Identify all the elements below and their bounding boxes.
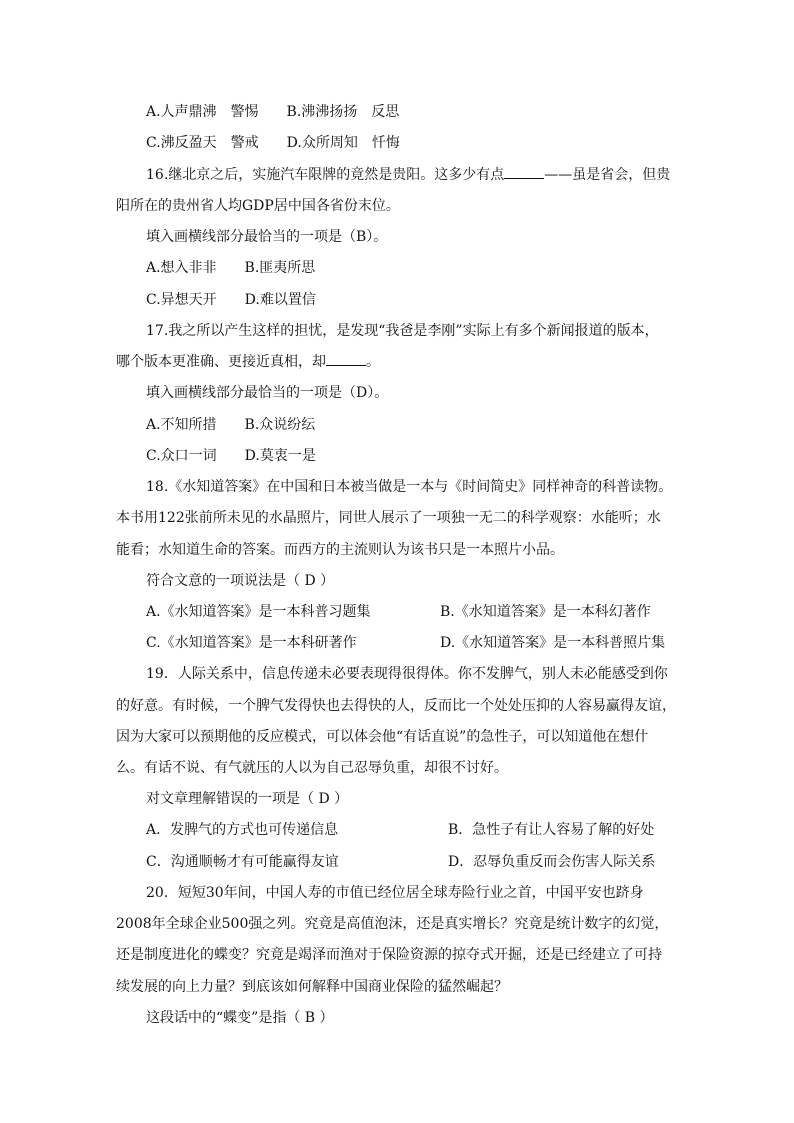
- question-16-options-row-1: A.想入非非 B.匪夷所思: [146, 260, 316, 276]
- question-17-line-1: 17.我之所以产生这样的担忧，是发现“我爸是李刚”实际上有多个新闻报道的版本，: [146, 323, 659, 339]
- option-line: C.沸反盈天 警戒 D.众所周知 忏悔: [146, 135, 400, 151]
- question-17-options-row-1: A.不知所措 B.众说纷纭: [146, 417, 316, 433]
- question-16-line-2: 阳所在的贵州省人均GDP居中国各省份末位。: [116, 198, 400, 214]
- question-20-line-4: 续发展的向上力量？到底该如何解释中国商业保险的猛然崛起？: [116, 979, 508, 995]
- question-19-prompt: 对文章理解错误的一项是（ D ）: [146, 791, 349, 807]
- question-19-line-4: 么。有话不说、有气就压的人以为自己忍辱负重，却很不讨好。: [116, 760, 508, 776]
- question-18-prompt: 符合文意的一项说法是（ D ）: [146, 573, 335, 589]
- question-20-line-1: 20．短短30年间，中国人寿的市值已经位居全球寿险行业之首，中国平安也跻身: [146, 885, 644, 901]
- question-17-options-row-2: C.众口一词 D.莫衷一是: [146, 448, 316, 464]
- question-19-line-3: 因为大家可以预期他的反应模式，可以体会他“有话直说”的急性子，可以知道他在想什: [116, 729, 649, 745]
- question-16-prompt: 填入画横线部分最恰当的一项是（B）。: [146, 229, 388, 245]
- question-20-line-3: 还是制度进化的蝶变？究竟是竭泽而渔对于保险资源的掠夺式开掘，还是已经建立了可持: [116, 947, 662, 963]
- question-18-line-3: 能看；水知道生命的答案。而西方的主流则认为该书只是一本照片小品。: [116, 542, 564, 558]
- question-19-options-row-1: A．发脾气的方式也可传递信息 B．急性子有让人容易了解的好处: [146, 822, 655, 838]
- question-18-line-1: 18.《水知道答案》在中国和日本被当做是一本与《时间简史》同样神奇的科普读物。: [146, 479, 673, 495]
- option-line: A.人声鼎沸 警惕 B.沸沸扬扬 反思: [146, 104, 400, 120]
- question-19-line-2: 的好意。有时候，一个脾气发得快也去得快的人，反而比一个处处压抑的人容易赢得友谊，: [116, 698, 676, 714]
- question-20-line-2: 2008年全球企业500强之列。究竟是高值泡沫，还是真实增长？究竟是统计数字的幻觉，: [116, 916, 669, 932]
- question-19-options-row-2: C．沟通顺畅才有可能赢得友谊 D．忍辱负重反而会伤害人际关系: [146, 854, 656, 870]
- fill-blank: [326, 353, 366, 366]
- question-17-prompt: 填入画横线部分最恰当的一项是（D）。: [146, 385, 389, 401]
- question-16-options-row-2: C.异想天开 D.难以置信: [146, 292, 316, 308]
- question-16-line-1: 16.继北京之后，实施汽车限牌的竟然是贵阳。这多少有点 ——虽是省会，但贵: [146, 167, 671, 183]
- question-17-line-2: 哪个版本更准确、更接近真相，却 。: [116, 354, 380, 370]
- question-18-options-row-2: C.《水知道答案》是一本科研著作 D.《水知道答案》是一本科普照片集: [146, 635, 666, 651]
- question-18-options-row-1: A.《水知道答案》是一本科普习题集 B.《水知道答案》是一本科幻著作: [146, 604, 651, 620]
- question-20-prompt: 这段话中的“蝶变”是指（ B ）: [146, 1010, 334, 1026]
- question-18-line-2: 本书用122张前所未见的水晶照片，同世人展示了一项独一无二的科学观察：水能听；水: [116, 510, 661, 526]
- fill-blank: [504, 166, 544, 179]
- question-19-line-1: 19．人际关系中，信息传递未必要表现得很得体。你不发脾气，别人未必能感受到你: [146, 666, 668, 682]
